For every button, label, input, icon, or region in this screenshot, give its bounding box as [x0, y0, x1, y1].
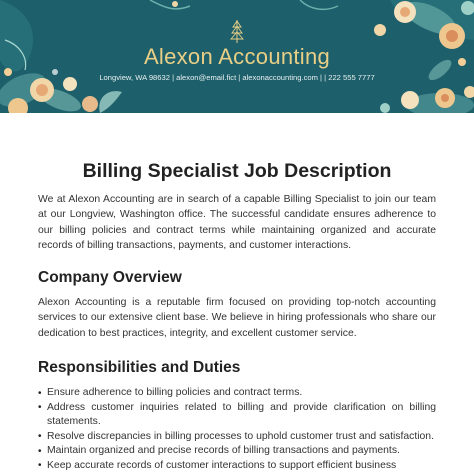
responsibilities-list: [38, 386, 436, 473]
responsibilities-heading: Responsibilities and Duties: [38, 359, 241, 376]
company-overview-heading: Company Overview: [38, 269, 182, 286]
header-banner: [0, 0, 474, 113]
list-item: • Keep accurate records of customer interactions to support efficient business: [38, 459, 436, 473]
list-item: • Address customer inquiries related to billing and provide clarification on billing statements.: [38, 401, 436, 430]
contact-line: Longview, WA 98632 | alexon@email.fict | alexonaccounting.com | | 222 555 7777: [99, 73, 375, 82]
list-item: • Ensure adherence to billing policies and contract terms.: [38, 386, 436, 401]
document-title: Billing Specialist Job Description: [82, 160, 392, 182]
list-item: • Resolve discrepancies in billing processes to uphold customer trust and satisfaction.: [38, 430, 436, 445]
tree-icon: [230, 18, 244, 44]
intro-paragraph: We at Alexon Accounting are in search of a capable Billing Specialist to join our team at our Longview, Washington office. The successful candidate ensures adherence to our billing policies and contract terms while maintaining organized and accurate records of billing transactions, payments, and customer interactions.: [38, 194, 436, 252]
company-overview-text: Alexon Accounting is a reputable firm focused on providing top-notch accounting services to our extensive client base. We believe in hiring professionals who share our dedication to best practices, integrity, and excellent customer service.: [38, 297, 436, 339]
company-name: Alexon Accounting: [143, 44, 331, 69]
list-item: • Maintain organized and precise records of billing transactions and payments.: [38, 444, 436, 459]
